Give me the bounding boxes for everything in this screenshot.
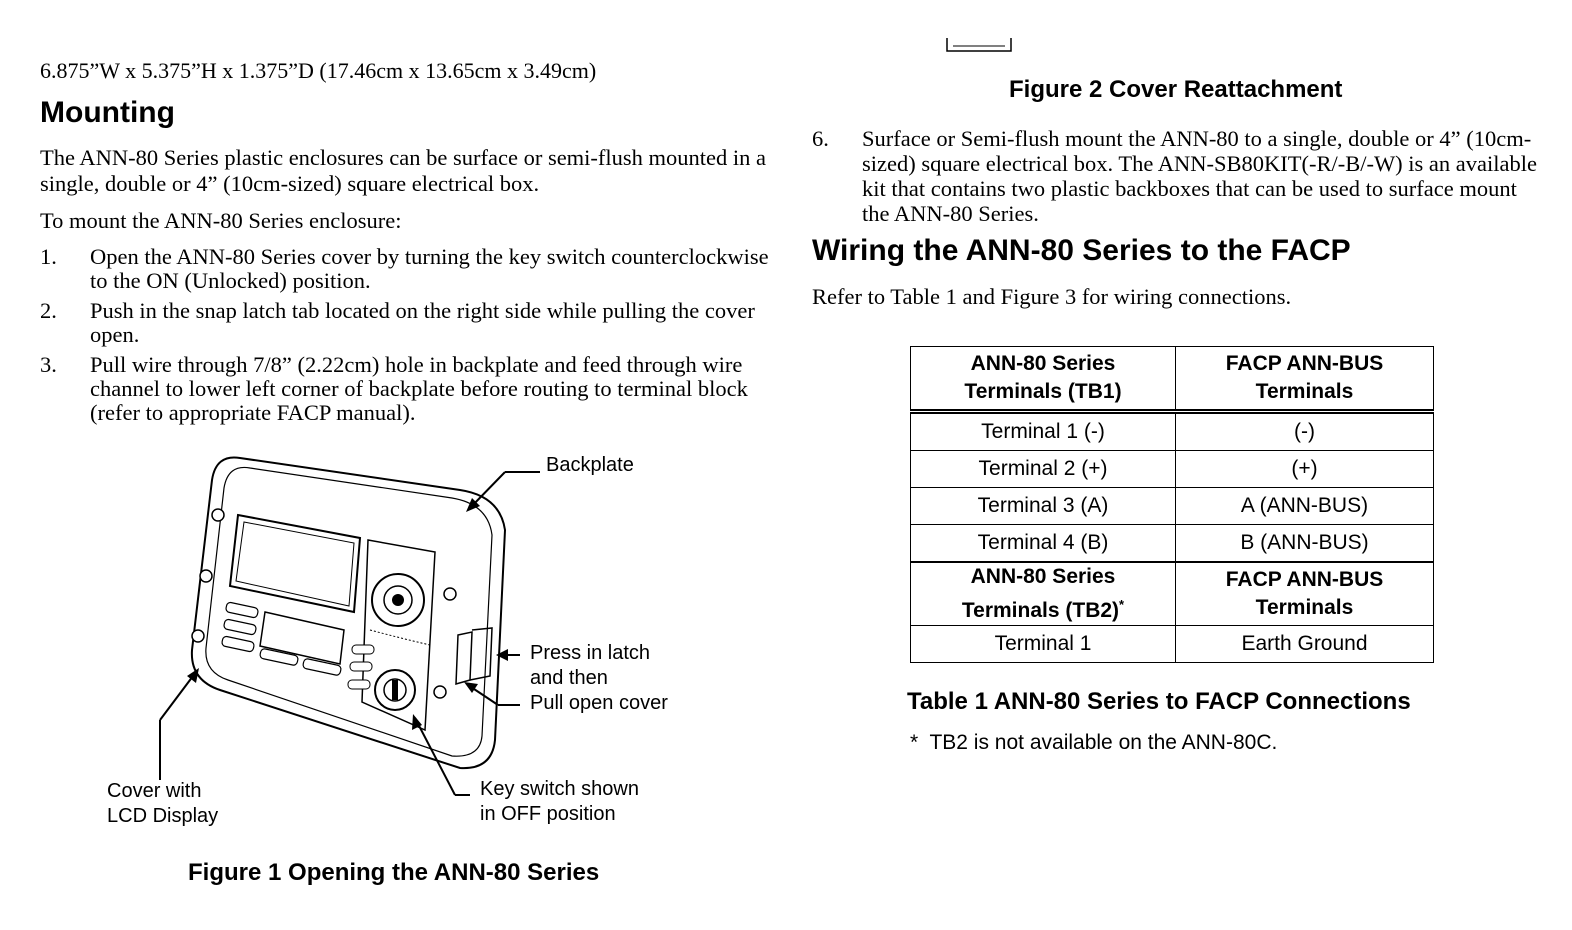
table-cell: (-) (1176, 412, 1434, 451)
header-line: ANN-80 Series (970, 565, 1116, 588)
header-line: FACP ANN-BUS (1225, 568, 1384, 591)
key-switch-label-line: Key switch shown (480, 778, 639, 800)
step-item (40, 245, 770, 293)
figure-1-caption: Figure 1 Opening the ANN-80 Series (188, 859, 600, 886)
latch-label-line: Press in latch (530, 642, 651, 664)
table-cell: Terminal 1 (911, 626, 1176, 663)
step-text: Push in the snap latch tab located on the right side while pulling the cover open. (90, 298, 755, 347)
table-header-row (911, 562, 1434, 626)
latch-label (530, 641, 668, 716)
table-header-cell (911, 347, 1176, 412)
header-line: FACP ANN-BUS (1225, 352, 1384, 375)
step-text: Surface or Semi-flush mount the ANN-80 to a single, double or 4” (10cm-sized) square electrical box. The ANN-SB80KIT(-R/-B/-W) is an available kit that contains two plastic backboxes that can be used to surface mount the ANN-80 Series. (862, 126, 1537, 226)
table-row (911, 488, 1434, 525)
table-cell: (+) (1176, 451, 1434, 488)
key-switch-label-line: in OFF position (480, 803, 616, 825)
table-header-cell (911, 562, 1176, 626)
connections-table-wrapper (910, 346, 1434, 663)
step-item (40, 299, 770, 347)
table-header-cell (1176, 562, 1434, 626)
mounting-steps-list (40, 245, 770, 431)
step-number: 3. (40, 352, 57, 377)
table-cell: Earth Ground (1176, 626, 1434, 663)
header-line (917, 591, 1169, 625)
wiring-intro: Refer to Table 1 and Figure 3 for wiring connections. (812, 284, 1292, 309)
latch-label-line: and then (530, 667, 608, 689)
connections-table (910, 346, 1434, 663)
table-row (911, 626, 1434, 663)
step-item (40, 353, 770, 425)
step-number: 2. (40, 298, 57, 323)
header-line-text: Terminals (TB2) (961, 599, 1120, 622)
header-line: Terminals (1255, 380, 1354, 403)
table-header-cell (1176, 347, 1434, 412)
latch-label-line: Pull open cover (530, 692, 668, 714)
table-footnote: * TB2 is not available on the ANN-80C. (910, 731, 1278, 754)
mounting-heading: Mounting (40, 96, 175, 129)
dimensions-text: 6.875”W x 5.375”H x 1.375”D (17.46cm x 13.65cm x 3.49cm) (40, 58, 597, 83)
header-line: Terminals (1255, 596, 1354, 619)
table-1-caption: Table 1 ANN-80 Series to FACP Connections (907, 688, 1411, 715)
table-row (911, 451, 1434, 488)
step-number: 1. (40, 244, 57, 269)
footnote-marker: * (1119, 597, 1125, 612)
figure-2-caption: Figure 2 Cover Reattachment (1009, 76, 1343, 103)
cover-label (107, 779, 218, 829)
table-cell: Terminal 1 (-) (911, 412, 1176, 451)
table-cell: Terminal 2 (+) (911, 451, 1176, 488)
backplate-label: Backplate (546, 454, 634, 476)
key-switch-label (480, 777, 639, 827)
table-row (911, 412, 1434, 451)
wiring-heading: Wiring the ANN-80 Series to the FACP (812, 234, 1351, 267)
cover-label-line: Cover with (107, 780, 202, 802)
table-header-row (911, 347, 1434, 412)
step-number: 6. (812, 126, 829, 151)
header-line: Terminals (TB1) (964, 380, 1122, 403)
step-text: Pull wire through 7/8” (2.22cm) hole in backplate and feed through wire channel to lower left corner of backplate before routing to terminal block (refer to appropriate FACP manual). (90, 352, 748, 425)
table-row (911, 525, 1434, 563)
table-cell: Terminal 3 (A) (911, 488, 1176, 525)
table-cell: A (ANN-BUS) (1176, 488, 1434, 525)
header-line: ANN-80 Series (970, 352, 1116, 375)
step-6-list (812, 126, 1542, 232)
mount-instructions-intro: To mount the ANN-80 Series enclosure: (40, 208, 402, 233)
mounting-paragraph: The ANN-80 Series plastic enclosures can be surface or semi-flush mounted in a single, double or 4” (10cm-sized) square electrical box. (40, 145, 767, 196)
step-text: Open the ANN-80 Series cover by turning the key switch counterclockwise to the ON (Unlocked) position. (90, 244, 769, 293)
table-cell: Terminal 4 (B) (911, 525, 1176, 563)
cover-label-line: LCD Display (107, 805, 219, 827)
step-item (812, 126, 1542, 226)
figure-2-drawing-fragment (945, 38, 1015, 54)
table-cell: B (ANN-BUS) (1176, 525, 1434, 563)
